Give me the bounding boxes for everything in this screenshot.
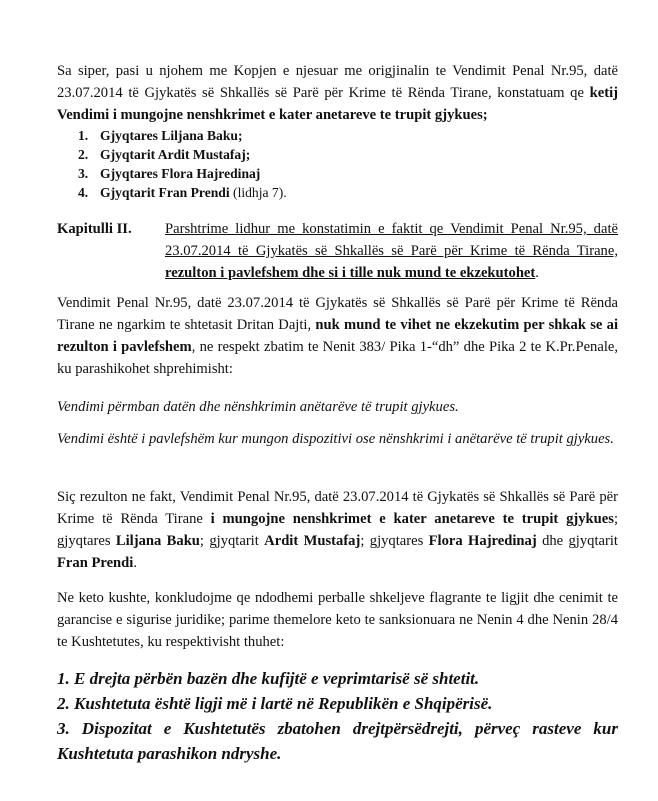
fact-text-f: . [133, 555, 138, 571]
fact-paragraph [57, 486, 618, 574]
chapter-title-text: Parshtrime lidhur me konstatimin e faktit qe Vendimit Penal Nr.95, datë 23.07.2014 të Gjykatës së Shkallës së Parë për Krime të Rënda Tirane, [165, 221, 618, 259]
constitution-article: 1. E drejta përbën bazën dhe kufijtë e veprimtarisë së shtetit. [57, 669, 480, 688]
fact-text-e: dhe gjyqtarit [536, 533, 618, 549]
judge-name: Liljana Baku [115, 533, 200, 549]
intro-text: Sa siper, pasi u njohem me Kopjen e njesuar me origjinalin te Vendimit Penal Nr.95, datë 23.07.2014 të Gjykatës së Shkallës së Parë për Krime të Rënda Tirane, konstatuam qe [57, 63, 618, 101]
constitution-articles [57, 666, 618, 766]
judges-list [57, 126, 287, 202]
constitution-article: 2. Kushtetuta është ligji më i lartë në Republikën e Shqipërisë. [57, 694, 493, 713]
fact-text-b: ; gjyqtares [57, 511, 618, 549]
fact-bold-text: i mungojne nenshkrimet e kater anetareve te trupit gjykues [210, 511, 614, 527]
constitution-article: 3. Dispozitat e Kushtetutës zbatohen drejtpërsëdrejti, përveç rasteve kur Kushtetuta parashikon ndryshe. [57, 719, 618, 763]
judge-name: Gjyqtarit Fran Prendi [100, 185, 230, 200]
list-number: 2. [78, 147, 89, 162]
list-item [57, 145, 287, 164]
law-quote-1: Vendimi përmban datën dhe nënshkrimin anëtarëve të trupit gjykues. [57, 399, 459, 415]
list-item [57, 164, 287, 183]
law-quote-2: Vendimi është i pavlefshëm kur mungon dispozitivi ose nënshkrimi i anëtarëve të trupit gjykues. [57, 431, 614, 447]
judge-name: Flora Hajredinaj [428, 533, 537, 549]
fact-text-c: ; gjyqtarit [199, 533, 265, 549]
intro-bold-text: ketij Vendimi i mungojne nenshkrimet e kater anetareve te trupit gjykues; [57, 85, 618, 123]
list-number: 1. [78, 128, 89, 143]
judge-name: Gjyqtarit Ardit Mustafaj; [100, 147, 251, 162]
chapter-label: Kapitulli II. [57, 221, 132, 237]
ruling-text: Vendimit Penal Nr.95, datë 23.07.2014 të Gjykatës së Shkallës së Parë për Krime të Rënda Tirane ne ngarkim te shtetasit Dritan Dajti, [57, 295, 618, 333]
ruling-paragraph [57, 292, 618, 380]
attachment-note: (lidhja 7). [229, 185, 287, 200]
list-item [57, 126, 287, 145]
chapter-title [165, 218, 618, 284]
judge-name: Gjyqtares Flora Hajredinaj [100, 166, 261, 181]
conclusion-paragraph: Ne keto kushte, konkludojme qe ndodhemi perballe shkeljeve flagrante te ligjit dhe cenimit te garancise e sigurise juridike; parime themelore keto te sanksionuara ne Nenin 4 dhe Nenin 28/4 te Kushtetutes, ku respektivisht thuhet: [57, 590, 618, 650]
chapter-title-bold: rezulton i pavlefshem dhe si i tille nuk mund te ekzekutohet [165, 265, 536, 281]
fact-text-d: ; gjyqtares [360, 533, 429, 549]
ruling-bold-text: nuk mund te vihet ne ekzekutim per shkak se ai rezulton i pavlefshem [57, 317, 618, 355]
ruling-text-end: , ne respekt zbatim te Nenit 383/ Pika 1-“dh” dhe Pika 2 te K.Pr.Penale, ku parashikohet shprehimisht: [57, 339, 618, 377]
fact-text: Siç rezulton ne fakt, Vendimit Penal Nr.95, datë 23.07.2014 të Gjykatës së Shkallës së Parë për Krime të Rënda Tirane [57, 489, 618, 527]
list-item [57, 183, 287, 202]
chapter-title-end: . [535, 265, 539, 281]
judge-name: Ardit Mustafaj [264, 533, 361, 549]
judge-name: Fran Prendi [57, 555, 134, 571]
list-number: 3. [78, 166, 89, 181]
intro-paragraph [57, 60, 618, 126]
list-number: 4. [78, 185, 89, 200]
judge-name: Gjyqtares Liljana Baku; [100, 128, 243, 143]
